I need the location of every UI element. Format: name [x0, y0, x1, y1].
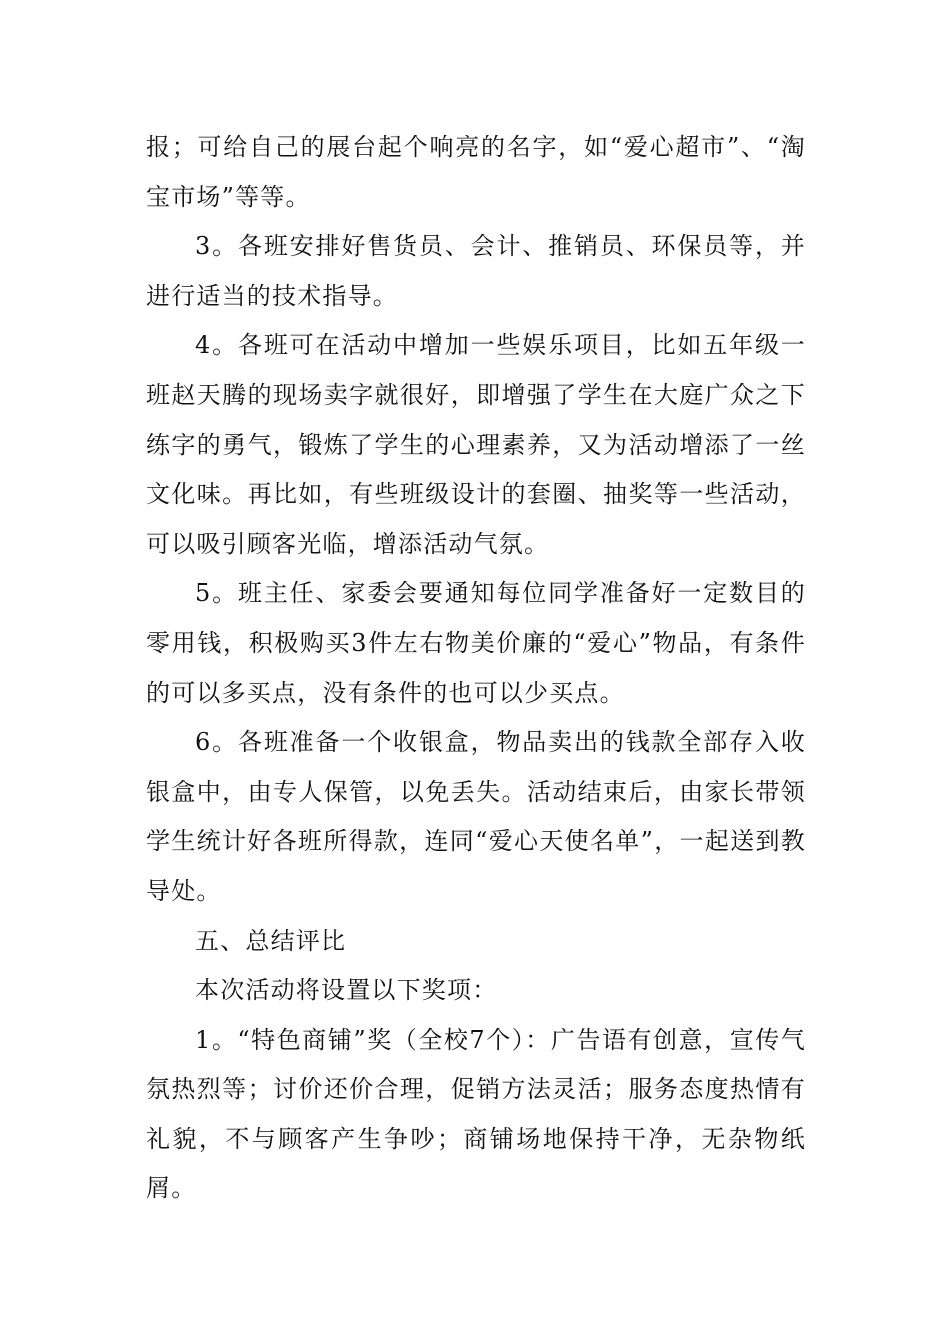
- paragraph-awards-intro: 本次活动将设置以下奖项：: [195, 976, 498, 1005]
- paragraph-continuation: 报；可给自己的展台起个响亮的名字，如“爱心超市”、“淘宝市场”等等。: [146, 133, 806, 211]
- section-heading-summary: 五、总结评比: [195, 926, 347, 955]
- paragraph-award-1: 1。“特色商铺”奖（全校7个）：广告语有创意，宣传气氛热烈等；讨价还价合理，促销方法灵活；服务态度热情有礼貌，不与顾客产生争吵；商铺场地保持干净，无杂物纸屑。: [146, 1025, 806, 1203]
- document-body: [146, 123, 806, 1214]
- paragraph-item-3: 3。各班安排好售货员、会计、推销员、环保员等，并进行适当的技术指导。: [146, 232, 806, 310]
- paragraph-item-6: 6。各班准备一个收银盒，物品卖出的钱款全部存入收银盒中，由专人保管，以免丢失。活动结束后，由家长带领学生统计好各班所得款，连同“爱心天使名单”，一起送到教导处。: [146, 728, 806, 905]
- paragraph-item-4: 4。各班可在活动中增加一些娱乐项目，比如五年级一班赵天腾的现场卖字就很好，即增强了学生在大庭广众之下练字的勇气，锻炼了学生的心理素养，又为活动增添了一丝文化味。再比如，有些班级设计的套圈、抽奖等一些活动，可以吸引顾客光临，增添活动气氛。: [146, 331, 806, 558]
- paragraph-item-5: 5。班主任、家委会要通知每位同学准备好一定数目的零用钱，积极购买3件左右物美价廉的“爱心”物品，有条件的可以多买点，没有条件的也可以少买点。: [146, 579, 806, 707]
